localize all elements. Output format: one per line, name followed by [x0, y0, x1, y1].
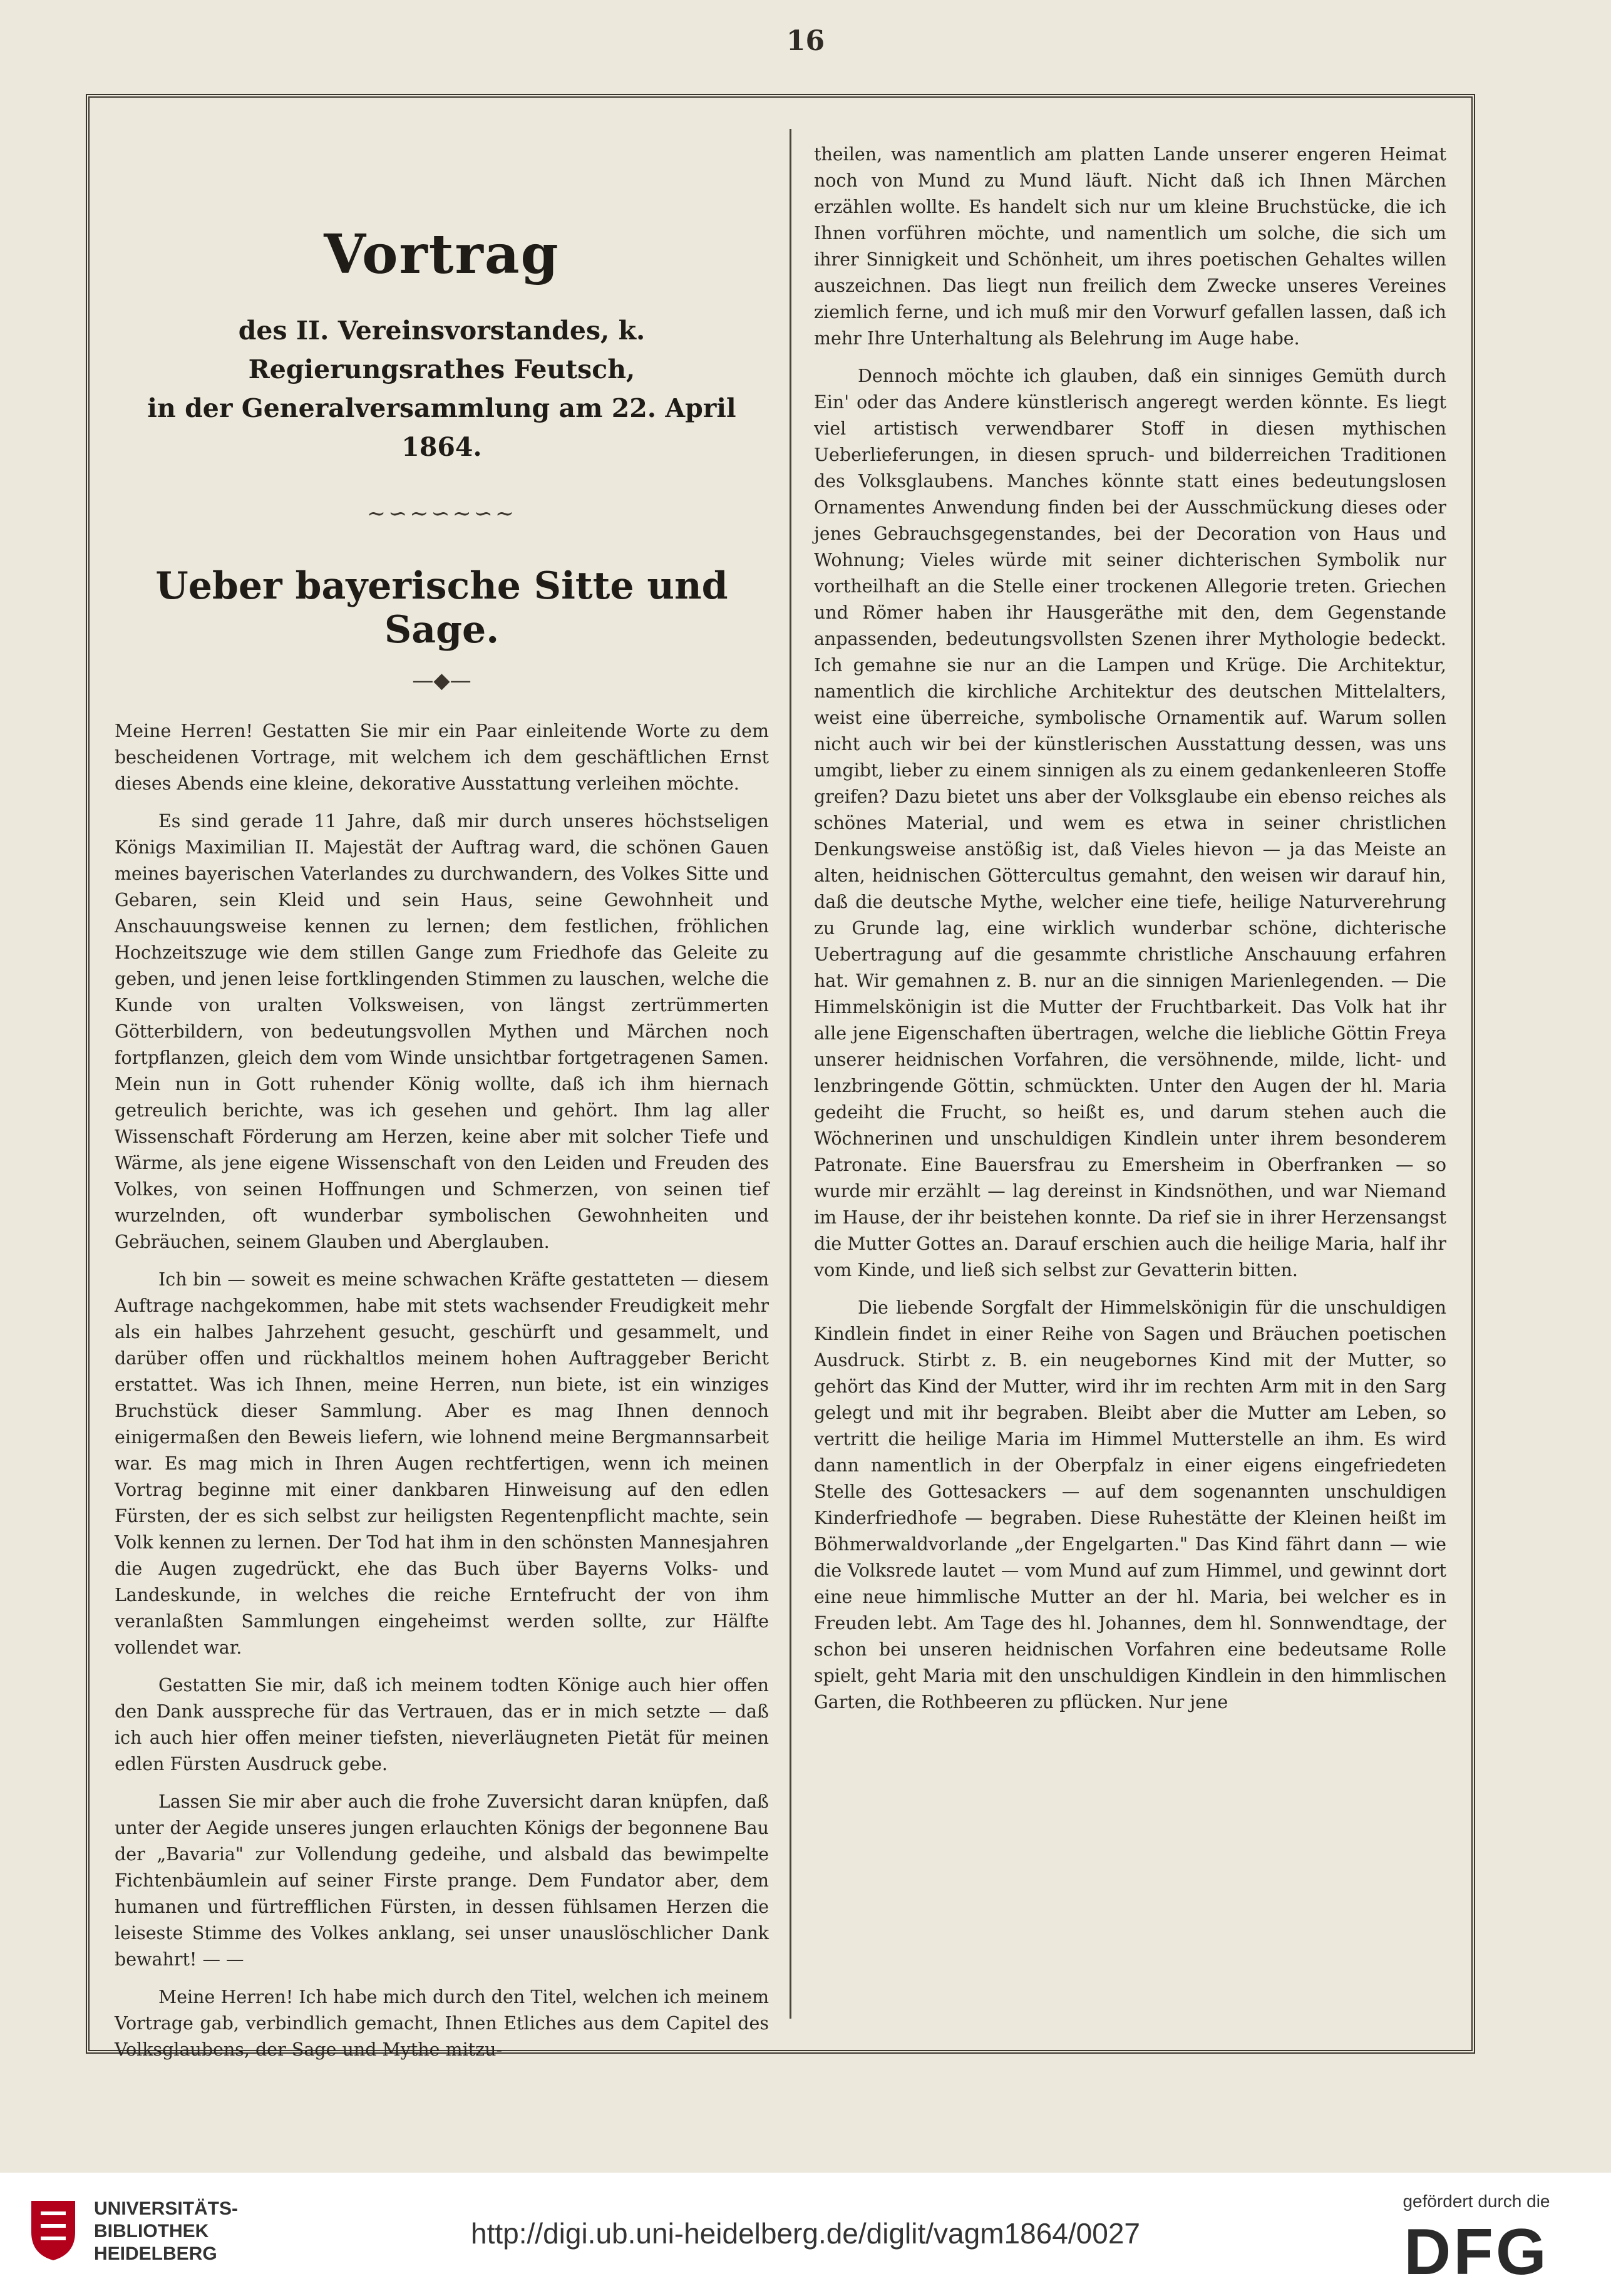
page-frame [86, 94, 1475, 2060]
funded-by-label: gefördert durch die [1403, 2191, 1550, 2211]
section-title: Ueber bayerische Sitte und Sage. [155, 564, 728, 652]
ornament-small-icon: —◆— [412, 668, 471, 693]
library-name-line-2: BIBLIOTHEK [94, 2221, 209, 2242]
paragraph: Die liebende Sorgfalt der Himmelskönigin für die unschuldigen Kindlein findet in einer Reihe von Sagen und Bräuchen poetischen Ausdruck. Stirbt z. B. ein neugebornes Kind mit der Mutter, so gehört das Kind der Mutter, wird ihr im rechten Arm mit in den Sarg gelegt und mit ihr begraben. Bleibt aber die Mutter am Leben, so vertritt die heilige Maria im Himmel Mutterstelle an ihm. Es wird dann namentlich in der Oberpfalz in einer eigens eingefriedeten Stelle des Gottesackers — auf dem sogenannten unschuldigen Kinderfriedhofe — begraben. Diese Ruhestätte der Kleinen heißt im Böhmerwaldvorlande „der Engelgarten." Das Kind fährt dann — wie die Volksrede lautet — vom Mund auf zum Himmel, und gewinnt dort eine neue himmlische Mutter an der hl. Maria, bei welcher es in Freuden lebt. Am Tage des hl. Johannes, dem hl. Sonnwendtage, der schon bei unseren heidnischen Vorfahren eine bedeutsame Rolle spielt, geht Maria mit den unschuldigen Kindlein in den himmlischen Garten, die Rothbeeren zu pflücken. Nur jene [814, 1297, 1446, 1712]
paragraph: theilen, was namentlich am platten Lande unserer engeren Heimat noch von Mund zu Mund läuft. Nicht daß ich Ihnen Märchen erzählen wollte. Es handelt sich nur um kleine Bruchstücke, die ich Ihnen vorführen möchte, und namentlich um solche, die sich um ihrer Sinnigkeit und Schönheit, um ihres poetischen Gehaltes willen auszeichnen. Das liegt nun freilich dem Zwecke unseres Vereines ziemlich ferne, und ich muß mir den Vorwurf gefallen lassen, daß ich mehr Ihre Unterhaltung als Belehrung im Auge habe. [814, 144, 1446, 349]
source-url-link[interactable]: http://digi.ub.uni-heidelberg.de/diglit/vagm1864/0027 [471, 2217, 1140, 2250]
paragraph: Ich bin — soweit es meine schwachen Kräfte gestatteten — diesem Auftrage nachgekommen, habe mit stets wachsender Freudigkeit mehr als ein halbes Jahrzehent gesucht, geschürft und gesammelt, und darüber offen und rückhaltlos meinem hohen Auftraggeber Bericht erstattet. Was ich Ihnen, meine Herren, nun biete, ist ein winziges Bruchstück dieser Sammlung. Aber es mag Ihnen dennoch einigermaßen den Beweis liefern, wie lohnend meine Bergmannsarbeit war. Es mag mich in Ihren Augen rechtfertigen, wenn ich meinen Vortrag beginne mit einer dankbaren Hinweisung auf den edlen Fürsten, der es sich selbst zur heiligsten Regentenpflicht machte, sein Volk kennen zu lernen. Der Tod hat ihm in den schönsten Mannesjahren die Augen zugedrückt, ehe das Buch über Bayerns Volks- und Landeskunde, in welches die reiche Erntefrucht der von ihm veranlaßten Sammlungen eingeheimst werden sollte, zur Hälfte vollendet war. [115, 1269, 769, 1658]
paragraph: Meine Herren! Gestatten Sie mir ein Paar einleitende Worte zu dem bescheidenen Vortrage, mit welchem ich dem geschäftlichen Ernst dieses Abends eine kleine, dekorative Ausstattung verleihen möchte. [115, 721, 769, 794]
paragraph: Dennoch möchte ich glauben, daß ein sinniges Gemüth durch Ein' oder das Andere künstlerisch angeregt werden könnte. Es liegt viel artistisch verwendbarer Stoff in diesen mythischen Ueberlieferungen, in diesen spruch- und bilderreichen Traditionen des Volksglaubens. Manches könnte statt eines bedeutungslosen Ornamentes Anwendung finden bei der Ausschmückung dieses oder jenes Gebrauchsgegenstandes, bei der Decoration von Haus und Wohnung; Vieles würde mit seiner dichterischen Symbolik nur vortheilhaft an die Stelle einer trockenen Allegorie treten. Griechen und Römer haben ihr Hausgeräthe mit den, dem Gegenstande anpassenden, bedeutungsvollsten Szenen ihrer Mythologie bedeckt. Ich gemahne sie nur an die Lampen und Krüge. Die Architektur, namentlich die kirchliche Architektur des deutschen Mittelalters, weist eine überreiche, symbolische Ornamentik auf. Warum sollen nicht auch wir bei der künstlerischen Ausstattung dessen, was uns umgibt, lieber zu einem sinnigen als zu einem gedankenleeren Stoffe greifen? Dazu bietet uns aber der Volksglaube ein ebenso reiches als schönes Material, und wem es etwa in seiner christlichen Denkungsweise anstößig ist, daß Vieles hievon — ja das Meiste an alten, heidnischen Göttercultus gemahnt, den weisen wir darauf hin, daß die deutsche Mythe, welcher eine tiefe, heilige Naturverehrung zu Grunde lag, eine wirklich wunderbar schöne, dichterische Uebertragung auf die gesammte christliche Anschauung erfahren hat. Wir gemahnen z. B. nur an die sinnigen Marienlegenden. — Die Himmelskönigin ist die Mutter der Fruchtbarkeit. Das Volk hat ihr alle jene Eigenschaften übertragen, welche die liebliche Göttin Freya unserer heidnischen Vorfahren, die versöhnende, milde, licht- und lenzbringende Göttin, schmückten. Unter den Augen der hl. Maria gedeiht die Frucht, so heißt es, und darum stehen auch die Wöchnerinen und unschuldigen Kindlein unter ihrem besonderem Patronate. Eine Bauersfrau zu Emersheim in Oberfranken — so wurde mir erzählt — lag dereinst in Kindsnöthen, und war Niemand im Hause, der ihr beistehen konnte. Da rief sie in ihrer Herzensangst die Mutter Gottes an. Darauf erschien auch die heilige Maria, half ihr vom Kinde, und ließ sich selbst zur Gevatterin bitten. [814, 366, 1446, 1280]
footer-bar [0, 2173, 1611, 2296]
left-column [115, 142, 769, 2060]
subtitle-line-1: des II. Vereinsvorstandes, k. Regierungsrathes Feutsch, [238, 316, 646, 384]
article-title: Vortrag [324, 223, 560, 286]
right-column [814, 142, 1446, 2025]
dfg-logo: DFG [1404, 2216, 1549, 2288]
ornament-divider-icon: ∼∽∼∽∼∽∼ [366, 501, 517, 527]
paragraph: Lassen Sie mir aber auch die frohe Zuversicht daran knüpfen, daß unter der Aegide unseres jungen erlauchten Königs der begonnene Bau der „Bavaria" zur Vollendung gedeihe, und alsbald das bewimpelte Fichtenbäumlein auf seiner Firste prange. Dem Fundator aber, dem humanen und fürtrefflichen Fürsten, in dessen fühlsamen Herzen die leiseste Stimme des Volkes anklang, sei unser unauslöschlicher Dank bewahrt! — — [115, 1791, 769, 1970]
paragraph: Gestatten Sie mir, daß ich meinem todten Könige auch hier offen den Dank ausspreche für das Vertrauen, das er in mich setzte — daß ich auch hier offen meiner tiefsten, nieverläugneten Pietät für meinen edlen Fürsten Ausdruck gebe. [115, 1675, 769, 1774]
column-divider [790, 129, 791, 2019]
library-name-line-3: HEIDELBERG [94, 2243, 217, 2264]
paragraph: Meine Herren! Ich habe mich durch den Titel, welchen ich meinem Vortrage gab, verbindlich gemacht, Ihnen Etliches aus dem Capitel des Volksglaubens, der Sage und Mythe mitzu- [115, 1987, 769, 2060]
page-number: 16 [786, 25, 825, 57]
article-subtitle [115, 311, 769, 466]
paragraph: Es sind gerade 11 Jahre, daß mir durch unseres höchstseligen Königs Maximilian II. Majestät der Auftrag ward, die schönen Gauen meines bayerischen Vaterlandes zu durchwandern, des Volkes Sitte und Gebaren, sein Kleid und sein Haus, seine Gewohnheit und Anschauungsweise kennen zu lernen; dem festlichen, fröhlichen Hochzeitszuge wie dem stillen Gange zum Friedhofe das Geleite zu geben, und jenen leise fortklingenden Stimmen zu lauschen, welche die Kunde von uralten Volksweisen, von längst zertrümmerten Götterbildern, von bedeutungsvollen Mythen und Märchen noch fortpflanzen, gleich dem vom Winde unsichtbar fortgetragenen Samen. Mein nun in Gott ruhender König wollte, daß ich ihm hiernach getreulich berichte, was ich gesehen und gehört. Ihm lag aller Wissenschaft Förderung am Herzen, keine aber mit solcher Tiefe und Wärme, als jene eigene Wissenschaft von den Leiden und Freuden des Volkes, von seinen Hoffnungen und Schmerzen, von seinen tief wurzelnden, oft wunderbar symbolischen Gewohnheiten und Gebräuchen, seinem Glauben und Aberglauben. [115, 811, 769, 1252]
subtitle-line-2: in der Generalversammlung am 22. April 1864. [147, 393, 736, 462]
library-name-line-1: UNIVERSITÄTS- [94, 2198, 239, 2219]
